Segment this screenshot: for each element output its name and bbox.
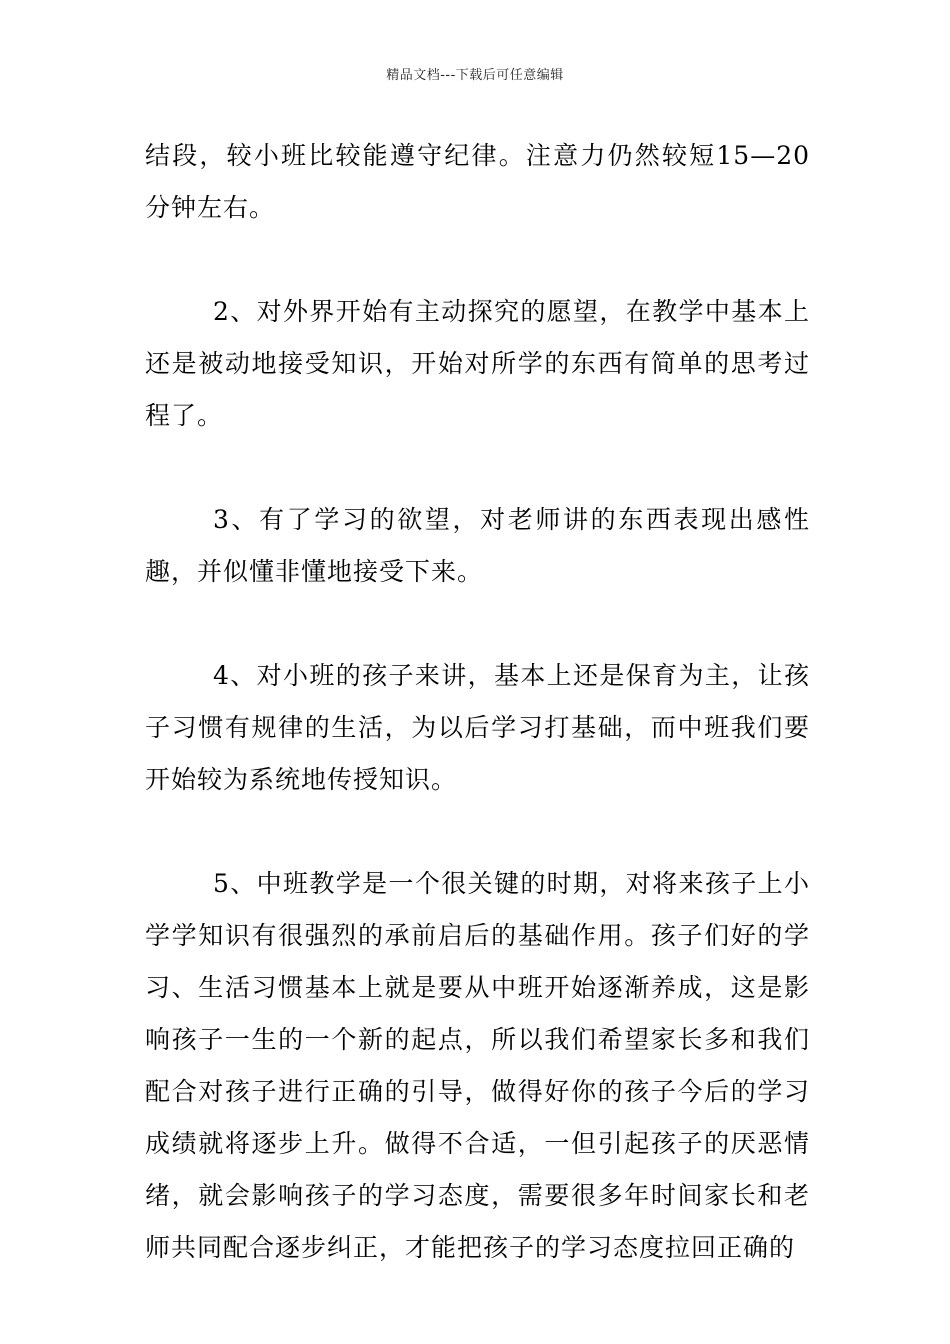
paragraph-continuation: 结段，较小班比较能遵守纪律。注意力仍然较短15—20分钟左右。	[145, 141, 810, 222]
document-body	[145, 130, 810, 1326]
paragraph-item-2: 2、对外界开始有主动探究的愿望，在教学中基本上还是被动地接受知识，开始对所学的东西有简单的思考过程了。	[145, 297, 810, 430]
paragraph-item-3: 3、有了学习的欲望，对老师讲的东西表现出感性趣，并似懂非懂地接受下来。	[145, 505, 810, 586]
paragraph-item-5: 5、中班教学是一个很关键的时期，对将来孩子上小学学知识有很强烈的承前启后的基础作用。孩子们好的学习、生活习惯基本上就是要从中班开始逐渐养成，这是影响孩子一生的一个新的起点，所以我们希望家长多和我们配合对孩子进行正确的引导，做得好你的孩子今后的学习成绩就将逐步上升。做得不合适，一但引起孩子的厌恶情绪，就会影响孩子的学习态度，需要很多年时间家长和老师共同配合逐步纠正，才能把孩子的学习态度拉回正确的	[145, 869, 810, 1262]
paragraph-item-4: 4、对小班的孩子来讲，基本上还是保育为主，让孩子习惯有规律的生活，为以后学习打基础，而中班我们要开始较为系统地传授知识。	[145, 661, 810, 794]
page-header: 精品文档---下载后可任意编辑	[386, 68, 564, 83]
